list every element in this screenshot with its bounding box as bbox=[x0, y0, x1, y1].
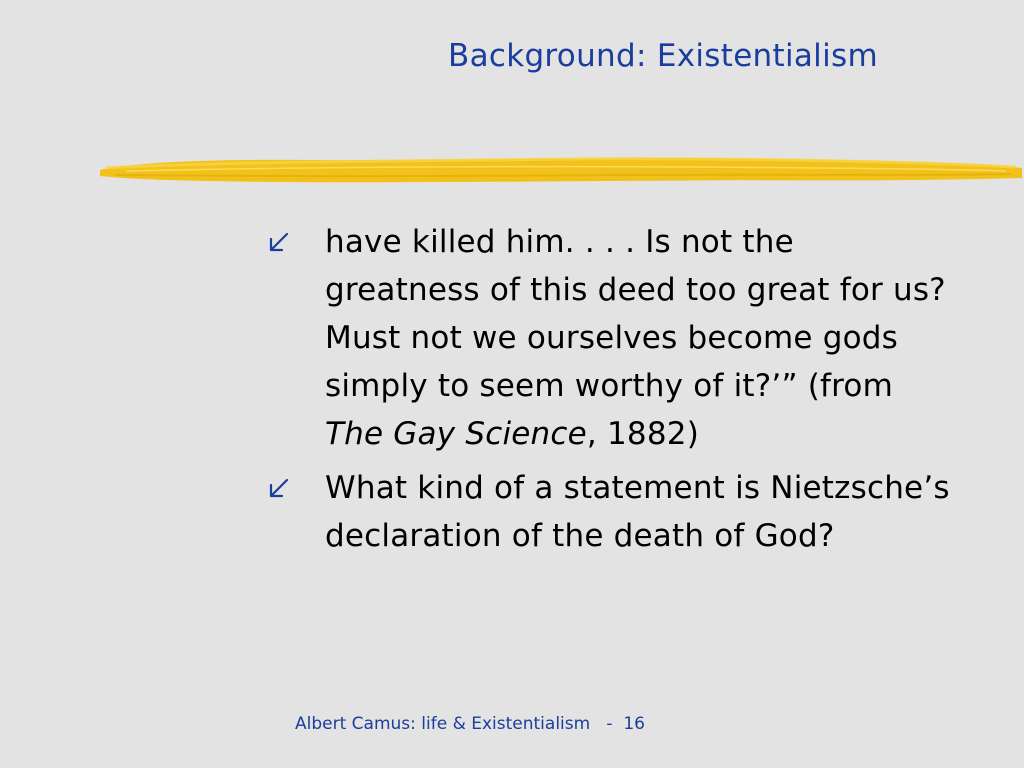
slide-title: Background: Existentialism bbox=[448, 38, 878, 74]
bullet-text-plain: What kind of a statement is Nietzsche’s declaration of the death of God? bbox=[325, 470, 950, 554]
book-title: The Gay Science bbox=[325, 416, 587, 452]
slide-footer: Albert Camus: life & Existentialism - 16 bbox=[295, 714, 645, 734]
bullet-text bbox=[325, 464, 958, 560]
arrow-down-left-icon bbox=[268, 477, 290, 499]
bullet-text bbox=[325, 218, 958, 458]
bullet-item bbox=[268, 464, 958, 560]
bullet-list bbox=[268, 218, 958, 566]
bullet-text-plain-end: , 1882) bbox=[586, 416, 700, 452]
arrow-down-left-icon bbox=[268, 231, 290, 253]
yellow-brush-stroke-divider bbox=[96, 150, 1024, 190]
bullet-item bbox=[268, 218, 958, 458]
bullet-text-plain: have killed him. . . . Is not the greatness of this deed too great for us? Must not we ourselves become gods simply to seem worthy of it?’” (from bbox=[325, 224, 946, 404]
